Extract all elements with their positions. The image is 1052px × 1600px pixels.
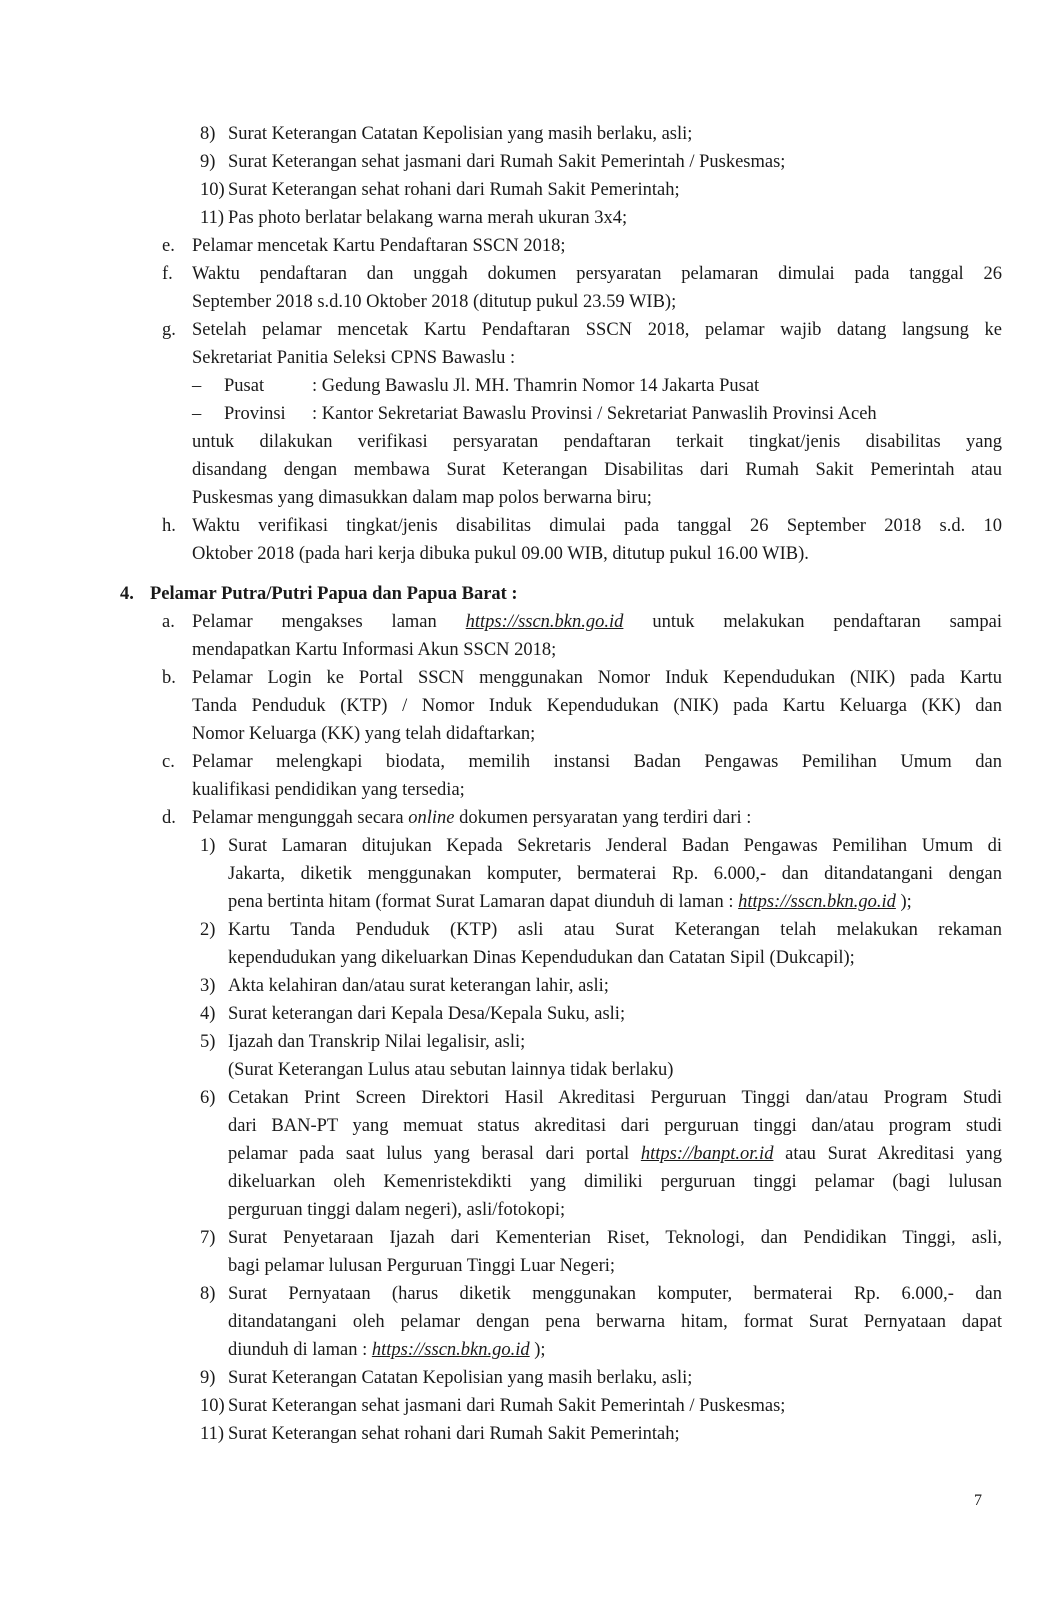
paragraph-line: Nomor Keluarga (KK) yang telah didaftarkan; — [192, 724, 536, 744]
list-number: 4) — [200, 1004, 216, 1024]
paragraph-line: bagi pelamar lulusan Perguruan Tinggi Luar Negeri; — [228, 1256, 616, 1276]
list-number: 8) — [200, 124, 216, 144]
list-item: Surat Keterangan Catatan Kepolisian yang masih berlaku, asli; — [228, 1368, 693, 1388]
paragraph-line: Setelah pelamar mencetak Kartu Pendaftaran SSCN 2018, pelamar wajib datang langsung ke — [192, 320, 1002, 340]
paragraph-line — [228, 888, 912, 916]
paragraph-line: (Surat Keterangan Lulus atau sebutan lainnya tidak berlaku) — [228, 1060, 674, 1080]
page-number: 7 — [974, 1492, 982, 1509]
text-run: Pelamar mengakses laman — [192, 612, 437, 632]
paragraph-line: Waktu pendaftaran dan unggah dokumen persyaratan pelamaran dimulai pada tanggal 26 — [192, 264, 1002, 284]
list-item: Surat keterangan dari Kepala Desa/Kepala Suku, asli; — [228, 1004, 626, 1024]
banpt-link[interactable]: https://banpt.or.id — [640, 1144, 774, 1164]
provinsi-label: Provinsi — [224, 404, 286, 424]
paragraph-line: Surat Pernyataan (harus diketik menggunakan komputer, bermaterai Rp. 6.000,- dan — [228, 1284, 1002, 1304]
paragraph-line: Surat Penyetaraan Ijazah dari Kementerian Riset, Teknologi, dan Pendidikan Tinggi, asli, — [228, 1228, 1002, 1248]
text-run: untuk melakukan pendaftaran sampai — [652, 612, 1002, 632]
list-number: 3) — [200, 976, 216, 996]
paragraph-line: Sekretariat Panitia Seleksi CPNS Bawaslu : — [192, 348, 516, 368]
paragraph-line: Cetakan Print Screen Direktori Hasil Akreditasi Perguruan Tinggi dan/atau Program Studi — [228, 1088, 1002, 1108]
list-item: Surat Keterangan sehat jasmani dari Rumah Sakit Pemerintah / Puskesmas; — [228, 1396, 786, 1416]
paragraph-line: dari BAN-PT yang memuat status akreditasi dari perguruan tinggi dan/atau program studi — [228, 1116, 1002, 1136]
sscn-link[interactable]: https://sscn.bkn.go.id — [465, 612, 624, 632]
list-item: Pelamar mencetak Kartu Pendaftaran SSCN 2018; — [192, 236, 566, 256]
list-item: Surat Keterangan Catatan Kepolisian yang masih berlaku, asli; — [228, 124, 693, 144]
list-number: 6) — [200, 1088, 216, 1108]
paragraph-line: kependudukan yang dikeluarkan Dinas Kependudukan dan Catatan Sipil (Dukcapil); — [228, 948, 855, 968]
list-number: 11) — [200, 1424, 224, 1444]
paragraph-line: September 2018 s.d.10 Oktober 2018 (ditutup pukul 23.59 WIB); — [192, 292, 677, 312]
paragraph-line: disandang dengan membawa Surat Keterangan Disabilitas dari Rumah Sakit Pemerintah atau — [192, 460, 1002, 480]
paragraph-line: Kartu Tanda Penduduk (KTP) asli atau Surat Keterangan telah melakukan rekaman — [228, 920, 1002, 940]
list-number: 7) — [200, 1228, 216, 1248]
paragraph-line: untuk dilakukan verifikasi persyaratan pendaftaran terkait tingkat/jenis disabilitas yang — [192, 432, 1002, 452]
paragraph-line: ditandatangani oleh pelamar dengan pena berwarna hitam, format Surat Pernyataan dapat — [228, 1312, 1002, 1332]
text-run: atau Surat Akreditasi yang — [773, 1144, 1002, 1164]
list-letter: a. — [162, 612, 175, 632]
paragraph-line: Waktu verifikasi tingkat/jenis disabilitas dimulai pada tanggal 26 September 2018 s.d. 10 — [192, 516, 1002, 536]
list-letter: d. — [162, 808, 176, 828]
list-letter: f. — [162, 264, 173, 284]
list-item: Surat Keterangan sehat rohani dari Rumah Sakit Pemerintah; — [228, 180, 680, 200]
list-number: 9) — [200, 1368, 216, 1388]
list-number: 10) — [200, 180, 225, 200]
paragraph-line: perguruan tinggi dalam negeri), asli/fotokopi; — [228, 1200, 566, 1220]
paragraph-line: Puskesmas yang dimasukkan dalam map polos berwarna biru; — [192, 488, 652, 508]
list-number: 1) — [200, 836, 216, 856]
text-run: ); — [529, 1340, 546, 1360]
paragraph-line — [192, 804, 751, 832]
list-item: Surat Keterangan sehat jasmani dari Rumah Sakit Pemerintah / Puskesmas; — [228, 152, 786, 172]
list-number: 10) — [200, 1396, 225, 1416]
paragraph-line: Ijazah dan Transkrip Nilai legalisir, asli; — [228, 1032, 526, 1052]
dash-bullet: – — [192, 404, 202, 424]
sscn-link[interactable]: https://sscn.bkn.go.id — [371, 1340, 530, 1360]
online-emphasis: online — [408, 808, 455, 828]
paragraph-line — [228, 1140, 1002, 1168]
text-run: pena bertinta hitam (format Surat Lamaran dapat diunduh di laman : — [228, 892, 739, 912]
dash-bullet: – — [192, 376, 202, 396]
paragraph-line: kualifikasi pendidikan yang tersedia; — [192, 780, 465, 800]
list-number: 9) — [200, 152, 216, 172]
paragraph-line: Oktober 2018 (pada hari kerja dibuka pukul 09.00 WIB, ditutup pukul 16.00 WIB). — [192, 544, 809, 564]
list-letter: e. — [162, 236, 175, 256]
list-number: 11) — [200, 208, 224, 228]
list-item: Pas photo berlatar belakang warna merah ukuran 3x4; — [228, 208, 628, 228]
list-item: Surat Keterangan sehat rohani dari Rumah Sakit Pemerintah; — [228, 1424, 680, 1444]
paragraph-line: Pelamar Login ke Portal SSCN menggunakan Nomor Induk Kependudukan (NIK) pada Kartu — [192, 668, 1002, 688]
list-item: Akta kelahiran dan/atau surat keterangan lahir, asli; — [228, 976, 609, 996]
list-number: 2) — [200, 920, 216, 940]
list-letter: b. — [162, 668, 176, 688]
sscn-link[interactable]: https://sscn.bkn.go.id — [738, 892, 896, 912]
section-heading: Pelamar Putra/Putri Papua dan Papua Barat : — [150, 584, 518, 604]
section-number: 4. — [120, 584, 134, 604]
text-run: pelamar pada saat lulus yang berasal dari portal — [228, 1144, 641, 1164]
paragraph-line — [228, 1336, 546, 1364]
pusat-address: : Gedung Bawaslu Jl. MH. Thamrin Nomor 14 Jakarta Pusat — [312, 376, 760, 396]
provinsi-address: : Kantor Sekretariat Bawaslu Provinsi / Sekretariat Panwaslih Provinsi Aceh — [312, 404, 877, 424]
list-letter: h. — [162, 516, 176, 536]
paragraph-line: Tanda Penduduk (KTP) / Nomor Induk Kependudukan (NIK) pada Kartu Keluarga (KK) dan — [192, 696, 1002, 716]
text-run: diunduh di laman : — [228, 1340, 372, 1360]
paragraph-line: Surat Lamaran ditujukan Kepada Sekretaris Jenderal Badan Pengawas Pemilihan Umum di — [228, 836, 1002, 856]
list-letter: c. — [162, 752, 175, 772]
paragraph-line: dikeluarkan oleh Kemenristekdikti yang dimiliki perguruan tinggi pelamar (bagi lulusan — [228, 1172, 1002, 1192]
paragraph-line — [192, 608, 1002, 636]
paragraph-line: Pelamar melengkapi biodata, memilih instansi Badan Pengawas Pemilihan Umum dan — [192, 752, 1002, 772]
paragraph-line: Jakarta, diketik menggunakan komputer, bermaterai Rp. 6.000,- dan ditandatangani dengan — [228, 864, 1002, 884]
text-run: dokumen persyaratan yang terdiri dari : — [454, 808, 752, 828]
text-run: Pelamar mengunggah secara — [192, 808, 404, 828]
list-number: 8) — [200, 1284, 216, 1304]
text-run: ); — [895, 892, 912, 912]
list-letter: g. — [162, 320, 176, 340]
list-number: 5) — [200, 1032, 216, 1052]
paragraph-line: mendapatkan Kartu Informasi Akun SSCN 2018; — [192, 640, 557, 660]
pusat-label: Pusat — [224, 376, 265, 396]
